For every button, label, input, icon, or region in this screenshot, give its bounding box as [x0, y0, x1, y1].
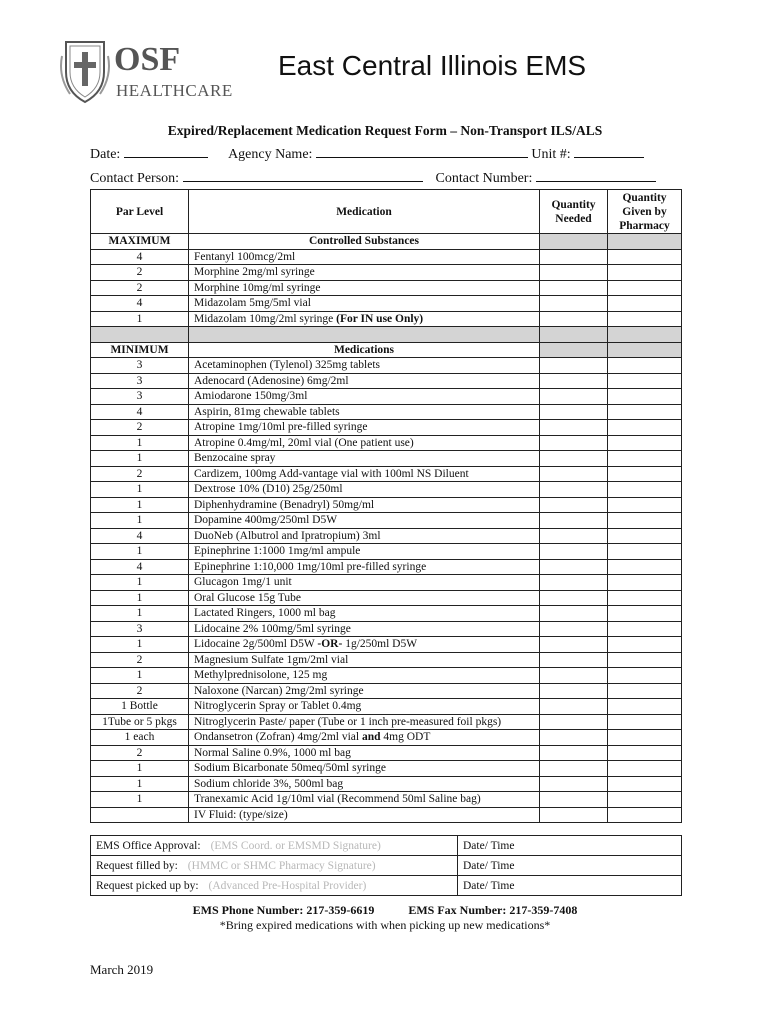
quantity-needed-cell[interactable]: [540, 699, 608, 715]
medication-name: Ondansetron (Zofran) 4mg/2ml vial: [194, 731, 362, 743]
quantity-given-cell[interactable]: [608, 807, 682, 823]
contact-numbers: [0, 903, 770, 918]
par-level-cell: 4: [91, 528, 189, 544]
quantity-given-cell[interactable]: [608, 761, 682, 777]
table-row: [91, 389, 682, 405]
signature-cell[interactable]: [91, 856, 458, 876]
medication-name: Glucagon 1mg/1 unit: [194, 576, 292, 588]
quantity-needed-cell[interactable]: [540, 435, 608, 451]
quantity-needed-cell[interactable]: [540, 358, 608, 374]
quantity-needed-cell[interactable]: [540, 745, 608, 761]
par-level-cell: [91, 807, 189, 823]
shield-emblem-icon: [61, 42, 109, 102]
par-level-cell: 4: [91, 249, 189, 265]
medication-name: Diphenhydramine (Benadryl) 50mg/ml: [194, 498, 375, 511]
quantity-needed-cell[interactable]: [540, 497, 608, 513]
quantity-needed-cell[interactable]: [540, 668, 608, 684]
table-row: [91, 699, 682, 715]
par-level-cell: 2: [91, 683, 189, 699]
par-level-cell: 3: [91, 373, 189, 389]
agency-name-field[interactable]: [316, 145, 528, 158]
table-row: [91, 265, 682, 281]
section-header-row: [91, 234, 682, 250]
date-label: Date:: [90, 147, 121, 162]
medication-name: Amiodarone 150mg/3ml: [194, 390, 308, 402]
table-row: [91, 606, 682, 622]
quantity-needed-cell[interactable]: [540, 792, 608, 808]
signature-hint: (HMMC or SHMC Pharmacy Signature): [187, 859, 376, 872]
par-level-cell: 1: [91, 792, 189, 808]
table-row: [91, 358, 682, 374]
quantity-given-cell[interactable]: [608, 528, 682, 544]
date-field[interactable]: [124, 145, 208, 158]
quantity-given-cell[interactable]: [608, 590, 682, 606]
par-level-cell: 1: [91, 311, 189, 327]
quantity-given-cell[interactable]: [608, 482, 682, 498]
medication-name: Morphine 10mg/ml syringe: [194, 281, 321, 294]
quantity-given-cell[interactable]: [608, 466, 682, 482]
par-level-cell: 1: [91, 606, 189, 622]
quantity-given-cell[interactable]: [608, 311, 682, 327]
table-row: [91, 373, 682, 389]
signature-cell[interactable]: [91, 836, 458, 856]
medication-cell: [189, 280, 540, 296]
medication-cell: [189, 296, 540, 312]
table-row: [91, 730, 682, 746]
par-level-cell: 1: [91, 435, 189, 451]
par-level-cell: 1 each: [91, 730, 189, 746]
quantity-needed-cell[interactable]: [540, 807, 608, 823]
quantity-needed-cell[interactable]: [540, 683, 608, 699]
table-row: [91, 296, 682, 312]
medication-name: Magnesium Sulfate 1gm/2ml vial: [194, 653, 349, 666]
ems-phone: EMS Phone Number: 217-359-6619: [192, 903, 375, 917]
medication-cell: [189, 699, 540, 715]
quantity-given-cell[interactable]: [608, 776, 682, 792]
section-header: Controlled Substances: [189, 234, 540, 250]
quantity-needed-cell[interactable]: [540, 559, 608, 575]
table-row: [91, 249, 682, 265]
table-row: [91, 637, 682, 653]
org-title: East Central Illinois EMS: [278, 50, 587, 81]
medication-cell: [189, 373, 540, 389]
approval-label: Request filled by:: [96, 859, 178, 872]
medication-name-cont: 1g/250ml D5W: [342, 638, 418, 650]
par-level-cell: 1: [91, 575, 189, 591]
medication-name: Aspirin, 81mg chewable tablets: [194, 405, 340, 418]
medication-cell: [189, 404, 540, 420]
medication-cell: [189, 668, 540, 684]
medication-name: Morphine 2mg/ml syringe: [194, 266, 315, 278]
medication-cell: [189, 621, 540, 637]
table-row: [91, 544, 682, 560]
medication-cell: [189, 482, 540, 498]
medication-name: Tranexamic Acid 1g/10ml vial (Recommend 50ml Saline bag): [194, 793, 481, 805]
contact-person-label: Contact Person:: [90, 171, 180, 186]
medication-cell: [189, 249, 540, 265]
quantity-given-cell[interactable]: [608, 513, 682, 529]
par-level-cell: 1 Bottle: [91, 699, 189, 715]
col-quantity-given: Quantity Given by Pharmacy: [608, 190, 682, 234]
medication-name: Adenocard (Adenosine) 6mg/2ml: [194, 374, 349, 387]
medication-cell: [189, 575, 540, 591]
signature-cell[interactable]: [91, 876, 458, 896]
medication-name: Benzocaine spray: [194, 452, 276, 464]
quantity-needed-cell[interactable]: [540, 606, 608, 622]
quantity-needed-cell[interactable]: [540, 714, 608, 730]
medication-name: Sodium chloride 3%, 500ml bag: [194, 777, 344, 790]
quantity-given-cell[interactable]: [608, 358, 682, 374]
medication-cell: [189, 528, 540, 544]
quantity-needed-cell[interactable]: [540, 420, 608, 436]
ems-fax: EMS Fax Number: 217-359-7408: [408, 903, 578, 917]
medication-name: Lidocaine 2% 100mg/5ml syringe: [194, 622, 351, 635]
par-level-cell: 1Tube or 5 pkgs: [91, 714, 189, 730]
quantity-given-cell[interactable]: [608, 668, 682, 684]
quantity-given-cell[interactable]: [608, 451, 682, 467]
medication-name: Midazolam 5mg/5ml vial: [194, 297, 311, 309]
col-medication: Medication: [189, 190, 540, 234]
par-level-cell: 3: [91, 358, 189, 374]
medication-cell: [189, 761, 540, 777]
quantity-given-cell[interactable]: [608, 745, 682, 761]
quantity-needed-cell[interactable]: [540, 513, 608, 529]
medication-table: [90, 189, 682, 823]
quantity-given-cell[interactable]: [608, 296, 682, 312]
table-row: [91, 652, 682, 668]
medication-name: Atropine 0.4mg/ml, 20ml vial (One patient use): [194, 436, 414, 449]
par-level-cell: 4: [91, 559, 189, 575]
quantity-needed-cell[interactable]: [540, 296, 608, 312]
quantity-given-cell[interactable]: [608, 621, 682, 637]
col-par-level: Par Level: [91, 190, 189, 234]
quantity-given-cell[interactable]: [608, 435, 682, 451]
quantity-given-cell[interactable]: [608, 404, 682, 420]
medication-cell: [189, 265, 540, 281]
quantity-needed-cell[interactable]: [540, 730, 608, 746]
revision-date: March 2019: [90, 962, 154, 977]
quantity-given-cell[interactable]: [608, 575, 682, 591]
par-level-cell: 1: [91, 668, 189, 684]
table-row: [91, 404, 682, 420]
par-level-cell: 1: [91, 482, 189, 498]
medication-cell: [189, 420, 540, 436]
medication-name: Midazolam 10mg/2ml syringe: [194, 312, 337, 325]
quantity-needed-cell[interactable]: [540, 575, 608, 591]
logo-healthcare-text: HEALTHCARE: [116, 81, 233, 100]
medication-name: Cardizem, 100mg Add-vantage vial with 100ml NS Diluent: [194, 467, 469, 480]
contact-person-field[interactable]: [183, 169, 423, 182]
medication-emphasis: (For IN use Only): [336, 312, 424, 325]
medication-cell: [189, 559, 540, 575]
quantity-given-cell[interactable]: [608, 373, 682, 389]
par-header: MAXIMUM: [91, 234, 189, 250]
quantity-needed-cell[interactable]: [540, 265, 608, 281]
approval-row: [91, 856, 682, 876]
medication-cell: [189, 730, 540, 746]
approval-label: EMS Office Approval:: [96, 839, 201, 852]
medication-cell: [189, 776, 540, 792]
medication-cell: [189, 466, 540, 482]
date-time-label: Date/ Time: [463, 879, 515, 892]
quantity-needed-cell[interactable]: [540, 466, 608, 482]
medication-cell: [189, 451, 540, 467]
table-row: [91, 482, 682, 498]
medication-cell: [189, 497, 540, 513]
controlled-section: [91, 234, 682, 327]
medication-emphasis: and: [362, 731, 381, 743]
quantity-needed-cell[interactable]: [540, 544, 608, 560]
medication-name: Dopamine 400mg/250ml D5W: [194, 514, 338, 526]
approval-row: [91, 836, 682, 856]
table-row: [91, 668, 682, 684]
medication-cell: [189, 513, 540, 529]
signature-hint: (Advanced Pre-Hospital Provider): [208, 879, 367, 892]
par-level-cell: 3: [91, 621, 189, 637]
medication-name: Naloxone (Narcan) 2mg/2ml syringe: [194, 684, 364, 697]
par-level-cell: 1: [91, 544, 189, 560]
approval-label: Request picked up by:: [96, 879, 199, 892]
table-row: [91, 621, 682, 637]
quantity-given-cell[interactable]: [608, 637, 682, 653]
quantity-given-cell[interactable]: [608, 389, 682, 405]
quantity-needed-cell[interactable]: [540, 590, 608, 606]
quantity-given-cell[interactable]: [608, 683, 682, 699]
form-row-2: [90, 169, 656, 187]
medication-cell: [189, 745, 540, 761]
quantity-given-cell[interactable]: [608, 249, 682, 265]
unit-field[interactable]: [574, 145, 644, 158]
table-row: [91, 280, 682, 296]
table-row: [91, 559, 682, 575]
table-row: [91, 420, 682, 436]
table-row: [91, 792, 682, 808]
signature-hint: (EMS Coord. or EMSMD Signature): [210, 839, 381, 852]
quantity-needed-cell[interactable]: [540, 776, 608, 792]
medication-name: Methylprednisolone, 125 mg: [194, 669, 328, 681]
approval-row: [91, 876, 682, 896]
par-level-cell: 2: [91, 652, 189, 668]
table-row: [91, 311, 682, 327]
par-level-cell: 2: [91, 265, 189, 281]
medication-name: Lactated Ringers, 1000 ml bag: [194, 607, 336, 619]
par-level-cell: 2: [91, 745, 189, 761]
quantity-given-cell[interactable]: [608, 265, 682, 281]
quantity-needed-cell[interactable]: [540, 373, 608, 389]
date-time-cell[interactable]: [458, 876, 682, 896]
quantity-given-cell[interactable]: [608, 497, 682, 513]
approval-table: [90, 835, 682, 896]
par-level-cell: 1: [91, 637, 189, 653]
contact-number-label: Contact Number:: [435, 171, 533, 186]
table-row: [91, 497, 682, 513]
date-time-label: Date/ Time: [463, 859, 515, 872]
quantity-needed-cell[interactable]: [540, 451, 608, 467]
medication-name: Atropine 1mg/10ml pre-filled syringe: [194, 421, 368, 433]
par-level-cell: 4: [91, 404, 189, 420]
medication-name: Nitroglycerin Paste/ paper (Tube or 1 inch pre-measured foil pkgs): [194, 715, 502, 728]
gray-separator-row: [91, 327, 682, 343]
par-level-cell: 1: [91, 497, 189, 513]
medication-cell: [189, 807, 540, 823]
medication-cell: [189, 652, 540, 668]
table-header-row: [91, 190, 682, 234]
quantity-needed-cell[interactable]: [540, 528, 608, 544]
quantity-given-cell[interactable]: [608, 544, 682, 560]
quantity-needed-cell[interactable]: [540, 404, 608, 420]
medication-name-cont: 4mg ODT: [380, 731, 431, 743]
quantity-given-cell[interactable]: [608, 792, 682, 808]
medication-name: Epinephrine 1:1000 1mg/ml ampule: [194, 545, 361, 557]
par-level-cell: 1: [91, 761, 189, 777]
table-row: [91, 513, 682, 529]
quantity-given-cell[interactable]: [608, 280, 682, 296]
form-title: Expired/Replacement Medication Request Form – Non-Transport ILS/ALS: [167, 123, 603, 138]
par-level-cell: 1: [91, 513, 189, 529]
quantity-needed-cell[interactable]: [540, 311, 608, 327]
table-row: [91, 714, 682, 730]
quantity-given-cell[interactable]: [608, 730, 682, 746]
unit-label: Unit #:: [531, 147, 571, 162]
medication-cell: [189, 792, 540, 808]
spacer-section: [91, 327, 682, 343]
medication-cell: [189, 590, 540, 606]
par-level-cell: 1: [91, 590, 189, 606]
date-time-label: Date/ Time: [463, 839, 515, 852]
quantity-given-cell[interactable]: [608, 420, 682, 436]
quantity-given-cell[interactable]: [608, 714, 682, 730]
medications-section: [91, 342, 682, 823]
medication-name: Acetaminophen (Tylenol) 325mg tablets: [194, 359, 381, 371]
table-row: [91, 435, 682, 451]
table-row: [91, 590, 682, 606]
table-row: [91, 776, 682, 792]
medication-name: Epinephrine 1:10,000 1mg/10ml pre-filled syringe: [194, 560, 427, 573]
quantity-needed-cell[interactable]: [540, 482, 608, 498]
osf-healthcare-logo: [60, 36, 245, 106]
medication-cell: [189, 606, 540, 622]
footer-note: *Bring expired medications with when picking up new medications*: [219, 918, 551, 932]
quantity-needed-cell[interactable]: [540, 389, 608, 405]
medication-name: Sodium Bicarbonate 50meq/50ml syringe: [194, 762, 386, 774]
date-time-cell[interactable]: [458, 836, 682, 856]
table-row: [91, 745, 682, 761]
medication-cell: [189, 683, 540, 699]
par-level-cell: 4: [91, 296, 189, 312]
par-level-cell: 2: [91, 466, 189, 482]
medication-cell: [189, 435, 540, 451]
quantity-needed-cell[interactable]: [540, 761, 608, 777]
quantity-given-cell[interactable]: [608, 559, 682, 575]
medication-name: Nitroglycerin Spray or Tablet 0.4mg: [194, 700, 362, 712]
par-level-cell: 1: [91, 776, 189, 792]
quantity-needed-cell[interactable]: [540, 637, 608, 653]
quantity-needed-cell[interactable]: [540, 280, 608, 296]
medication-name: Fentanyl 100mcg/2ml: [194, 250, 296, 263]
medication-emphasis: -OR-: [317, 638, 343, 650]
quantity-given-cell[interactable]: [608, 652, 682, 668]
logo-osf-text: OSF: [114, 41, 181, 78]
table-row: [91, 807, 682, 823]
par-header: MINIMUM: [91, 342, 189, 358]
table-row: [91, 683, 682, 699]
par-level-cell: 1: [91, 451, 189, 467]
contact-number-field[interactable]: [536, 169, 656, 182]
medication-cell: [189, 358, 540, 374]
table-row: [91, 451, 682, 467]
form-row-1: [90, 145, 644, 163]
col-quantity-needed: Quantity Needed: [540, 190, 608, 234]
medication-cell: [189, 637, 540, 653]
medication-cell: [189, 544, 540, 560]
medication-cell: [189, 311, 540, 327]
quantity-needed-cell[interactable]: [540, 249, 608, 265]
medication-name: IV Fluid: (type/size): [194, 808, 288, 821]
par-level-cell: 2: [91, 280, 189, 296]
medication-name: DuoNeb (Albutrol and Ipratropium) 3ml: [194, 529, 381, 542]
medication-name: Oral Glucose 15g Tube: [194, 591, 302, 604]
section-header: Medications: [189, 342, 540, 358]
section-header-row: [91, 342, 682, 358]
par-level-cell: 2: [91, 420, 189, 436]
table-row: [91, 466, 682, 482]
table-row: [91, 528, 682, 544]
medication-name: Normal Saline 0.9%, 1000 ml bag: [194, 746, 351, 759]
quantity-needed-cell[interactable]: [540, 621, 608, 637]
par-level-cell: 3: [91, 389, 189, 405]
medication-cell: [189, 714, 540, 730]
table-row: [91, 575, 682, 591]
medication-cell: [189, 389, 540, 405]
agency-label: Agency Name:: [228, 147, 313, 162]
quantity-needed-cell[interactable]: [540, 652, 608, 668]
medication-name: Dextrose 10% (D10) 25g/250ml: [194, 483, 343, 495]
quantity-given-cell[interactable]: [608, 699, 682, 715]
medication-name: Lidocaine 2g/500ml D5W: [194, 638, 318, 650]
date-time-cell[interactable]: [458, 856, 682, 876]
quantity-given-cell[interactable]: [608, 606, 682, 622]
table-row: [91, 761, 682, 777]
